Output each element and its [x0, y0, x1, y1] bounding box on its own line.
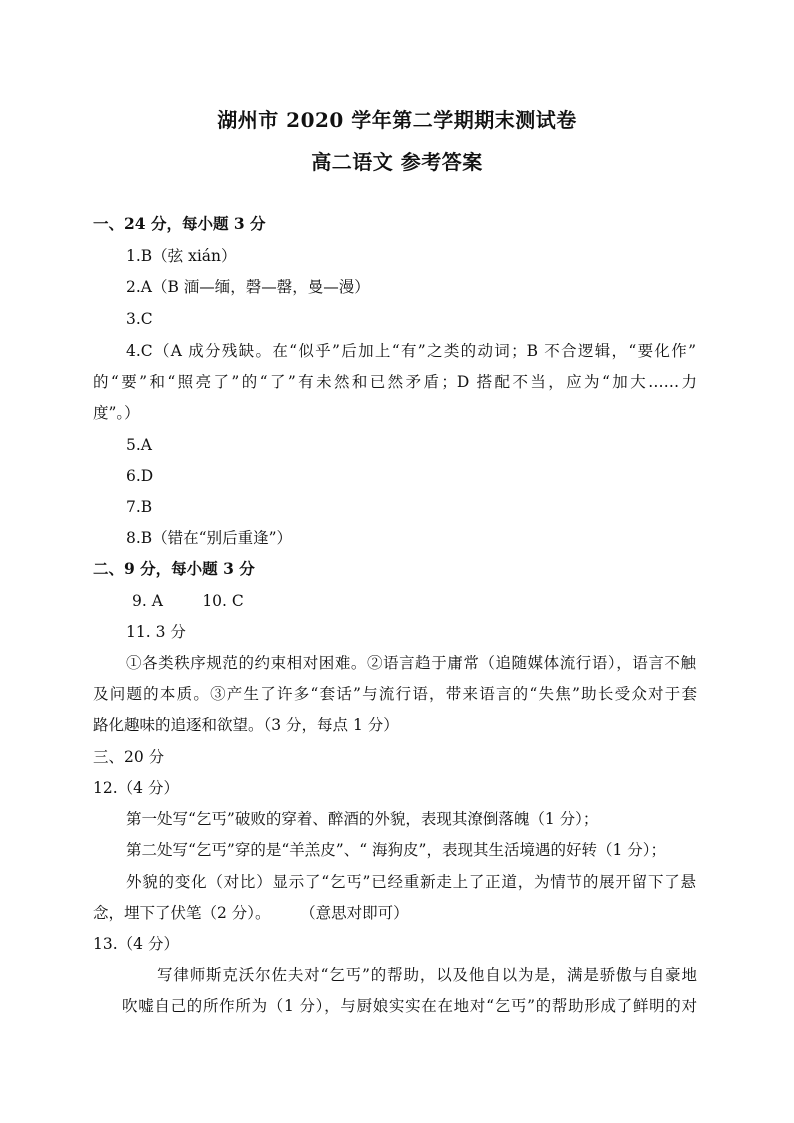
page-title: 湖州市 2020 学年第二学期期末测试卷: [217, 108, 577, 132]
answer-12-line-3: 外貌的变化（对比）显示了“乞丐”已经重新走上了正道，为情节的展开留下了悬: [126, 873, 696, 891]
section-1-header: 一、24 分，每小题 3 分: [93, 214, 266, 233]
answer-13-line-1: 写律师斯克沃尔佐夫对“乞丐”的帮助，以及他自以为是，满是骄傲与自豪地: [157, 966, 697, 984]
answer-4-line-1: 4.C（A 成分残缺。在“似乎”后加上“有”之类的动词；B 不合逻辑，“要化作”: [126, 342, 696, 360]
answer-5: 5.A: [126, 436, 152, 454]
answer-11-header: 11. 3 分: [126, 623, 186, 641]
answer-12-header: 12.（4 分）: [93, 779, 179, 797]
answer-12-line-2: 第二处写“乞丐”穿的是“羊羔皮”、“ 海狗皮”，表现其生活境遇的好转（1 分）；: [126, 841, 667, 859]
answer-13-header: 13.（4 分）: [93, 935, 179, 953]
answer-12-line-4: 念，埋下了伏笔（2 分）。 （意思对即可）: [93, 904, 409, 922]
answer-11-line-2: 及问题的本质。③产生了许多“套话”与流行语，带来语言的“失焦”助长受众对于套: [93, 685, 697, 703]
answer-9-10: 9. A 10. C: [132, 592, 244, 610]
answer-11-line-3: 路化趣味的追逐和欲望。（3 分，每点 1 分）: [93, 716, 399, 734]
answer-1: 1.B（弦 xián）: [126, 247, 237, 265]
page-subtitle: 高二语文 参考答案: [311, 150, 483, 174]
answer-3: 3.C: [126, 310, 153, 328]
answer-2: 2.A（B 湎—缅，磬—罄，曼—漫）: [126, 278, 370, 296]
section-2-header: 二、9 分，每小题 3 分: [93, 559, 255, 578]
answer-6: 6.D: [126, 467, 154, 485]
answer-8: 8.B（错在“别后重逢”）: [126, 529, 293, 547]
answer-7: 7.B: [126, 498, 153, 516]
answer-12-line-1: 第一处写“乞丐”破败的穿着、醉酒的外貌，表现其潦倒落魄（1 分）；: [126, 810, 599, 828]
answer-4-line-3: 度”。）: [93, 404, 140, 422]
answer-13-line-2: 吹嘘自己的所作所为（1 分），与厨娘实实在在地对“乞丐”的帮助形成了鲜明的对: [122, 997, 697, 1015]
section-3-header: 三、20 分: [93, 748, 165, 766]
answer-4-line-2: 的“要”和“照亮了”的“了”有未然和已然矛盾；D 搭配不当，应为“加大……力: [93, 373, 697, 391]
answer-11-line-1: ①各类秩序规范的约束相对困难。②语言趋于庸常（追随媒体流行语），语言不触: [126, 654, 696, 672]
